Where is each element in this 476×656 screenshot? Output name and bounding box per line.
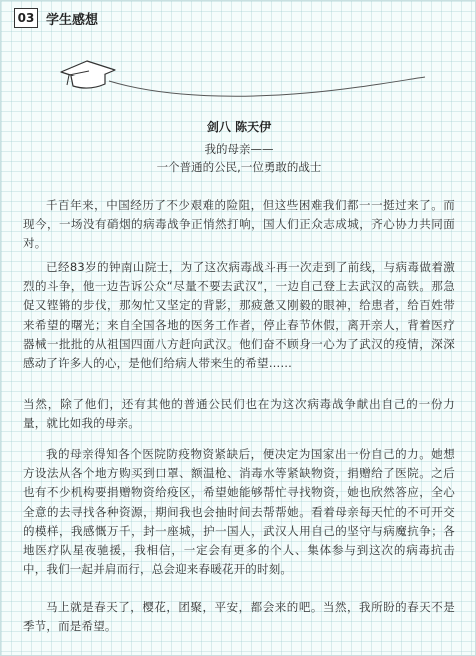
graduation-cap-svg	[59, 53, 429, 103]
essay-title: 我的母亲——	[204, 142, 274, 156]
section-number-box: 03	[14, 8, 38, 28]
paragraph-4: 我的母亲得知各个医院防疫物资紧缺后，便决定为国家出一份自己的力。她想方设法从各个地方购买到口罩、额温枪、消毒水等紧缺物资，捐赠给了医院。之后也有不少机构要捐赠物资给疫区，希望她能够帮忙寻找物资，她也欣然答应，全心全意的去寻找各种资源，期间我也会抽时间去帮帮她。看着母亲每天忙的不可开交的模样，我感慨万千，封一座城，护一国人，武汉人用自己的坚守与病魔抗争；各地医疗队星夜驰援，我相信，一定会有更多的个人、集体参与到这次的病毒抗击中，我们一起并肩而行，总会迎来春暖花开的时刻。	[23, 447, 455, 577]
section-title: 学生感想	[46, 12, 99, 28]
graduation-cap-icon	[59, 53, 429, 103]
essay-subtitle: 一个普通的公民,一位勇敢的战士	[156, 160, 322, 174]
paragraph-1: 千百年来，中国经历了不少艰难的险阻，但这些困难我们都一一挺过来了。而现今，一场没有硝烟的病毒战争正悄然打响，国人们正众志成城，齐心协力共同面对。	[23, 198, 455, 251]
cap-base	[71, 74, 105, 88]
paragraph-2: 已经83岁的钟南山院士，为了这次病毒战斗再一次走到了前线，与病毒做着激烈的斗争，他一边告诉公众“尽量不要去武汉”，一边自己登上去武汉的高铁。那急促又铿锵的步伐，那匆忙又坚定的背影，那疲惫又刚毅的眼神，给患者，给百姓带来希望的曙光；来自全国各地的医务工作者，停止春节休假，离开亲人，背着医疗器械一批批的从祖国四面八方赶向武汉。他们奋不顾身一心为了武汉的疫情，深深感动了许多人的心，是他们给病人带来生的希望……	[23, 260, 455, 371]
section-header	[14, 8, 98, 28]
paragraph-5: 马上就是春天了，樱花，团聚，平安，都会来的吧。当然，我所盼的春天不是季节，而是希望。	[23, 600, 455, 634]
author-name: 剑八 陈天伊	[206, 120, 272, 134]
swoosh-line	[109, 77, 425, 96]
paragraph-3: 当然，除了他们，还有其他的普通公民们也在为这次病毒战争献出自己的一份力量，就比如我的母亲。	[23, 397, 455, 431]
